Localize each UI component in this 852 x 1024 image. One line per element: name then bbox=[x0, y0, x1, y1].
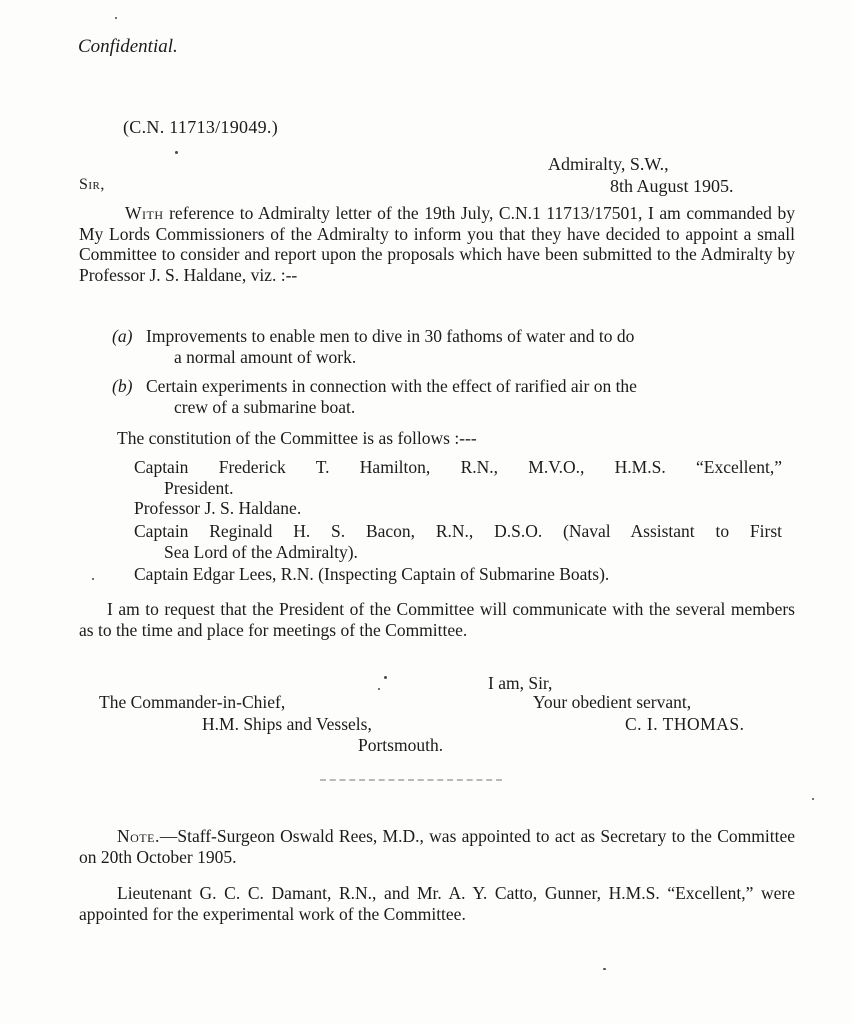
note-label: Note. bbox=[117, 826, 160, 846]
member-continuation: Sea Lord of the Admiralty). bbox=[164, 541, 358, 562]
opening-paragraph bbox=[79, 203, 795, 285]
opening-paragraph-text: reference to Admiralty letter of the 19th July, C.N.1 11713/17501, I am commanded by My Lords Commissioners of the Admiralty to inform you that they have decided to appoint a small Committee to consider and report upon the proposals which have been submitted to the Admiralty by Professor J. S. Haldane, viz. :-- bbox=[79, 203, 795, 285]
closing-phrase: I am, Sir, bbox=[488, 673, 553, 693]
proposal-text: Improvements to enable men to dive in 30 fathoms of water and to do bbox=[146, 326, 635, 346]
committee-member bbox=[134, 457, 782, 498]
signatory-name: C. I. THOMAS. bbox=[625, 714, 745, 734]
ink-speck bbox=[603, 968, 606, 970]
section-divider bbox=[320, 779, 502, 781]
proposal-text: Certain experiments in connection with the effect of rarified air on the bbox=[146, 376, 637, 396]
proposal-item-b bbox=[112, 376, 796, 417]
member-line: Professor J. S. Haldane. bbox=[134, 498, 302, 518]
ink-speck bbox=[92, 578, 94, 580]
member-continuation: President. bbox=[164, 477, 234, 498]
ink-speck bbox=[115, 17, 117, 19]
member-line: Captain Edgar Lees, R.N. (Inspecting Captain of Submarine Boats). bbox=[134, 564, 610, 584]
proposal-continuation: a normal amount of work. bbox=[174, 346, 357, 367]
confidential-marking: Confidential. bbox=[78, 36, 178, 57]
addressee-line: The Commander-in-Chief, bbox=[99, 692, 286, 712]
ink-speck bbox=[384, 676, 387, 679]
proposal-continuation: crew of a submarine boat. bbox=[174, 396, 356, 417]
ink-speck bbox=[812, 798, 814, 800]
proposal-item-a bbox=[112, 326, 796, 367]
ink-speck bbox=[175, 151, 178, 154]
salutation: Sir, bbox=[79, 176, 105, 193]
note-paragraph bbox=[79, 826, 795, 867]
letter-date: 8th August 1905. bbox=[610, 176, 734, 196]
committee-member bbox=[134, 564, 782, 585]
obedient-servant-line: Your obedient servant, bbox=[533, 692, 692, 712]
note-text: —Staff-Surgeon Oswald Rees, M.D., was appointed to act as Secretary to the Committee on 20th October 1905. bbox=[79, 826, 795, 867]
addressee-line: Portsmouth. bbox=[358, 735, 444, 755]
sender-location: Admiralty, S.W., bbox=[548, 154, 669, 174]
member-line: Captain Frederick T. Hamilton, R.N., M.V.O., H.M.S. “Excellent,” bbox=[134, 457, 782, 477]
addressee-line: H.M. Ships and Vessels, bbox=[202, 714, 372, 734]
lieutenant-paragraph: Lieutenant G. C. C. Damant, R.N., and Mr. A. Y. Catto, Gunner, H.M.S. “Excellent,” were appointed for the experimental work of the Committee. bbox=[79, 883, 795, 924]
proposal-marker: (b) bbox=[112, 376, 133, 396]
proposal-marker: (a) bbox=[112, 326, 133, 346]
constitution-intro: The constitution of the Committee is as follows :--- bbox=[117, 428, 477, 448]
opening-word: With bbox=[125, 203, 164, 223]
committee-member bbox=[134, 521, 782, 562]
request-paragraph: I am to request that the President of the Committee will communicate with the several members as to the time and place for meetings of the Committee. bbox=[79, 599, 795, 640]
ink-speck bbox=[378, 688, 380, 690]
member-line: Captain Reginald H. S. Bacon, R.N., D.S.O. (Naval Assistant to First bbox=[134, 521, 782, 541]
committee-member bbox=[134, 498, 782, 519]
reference-number: (C.N. 11713/19049.) bbox=[123, 117, 279, 137]
